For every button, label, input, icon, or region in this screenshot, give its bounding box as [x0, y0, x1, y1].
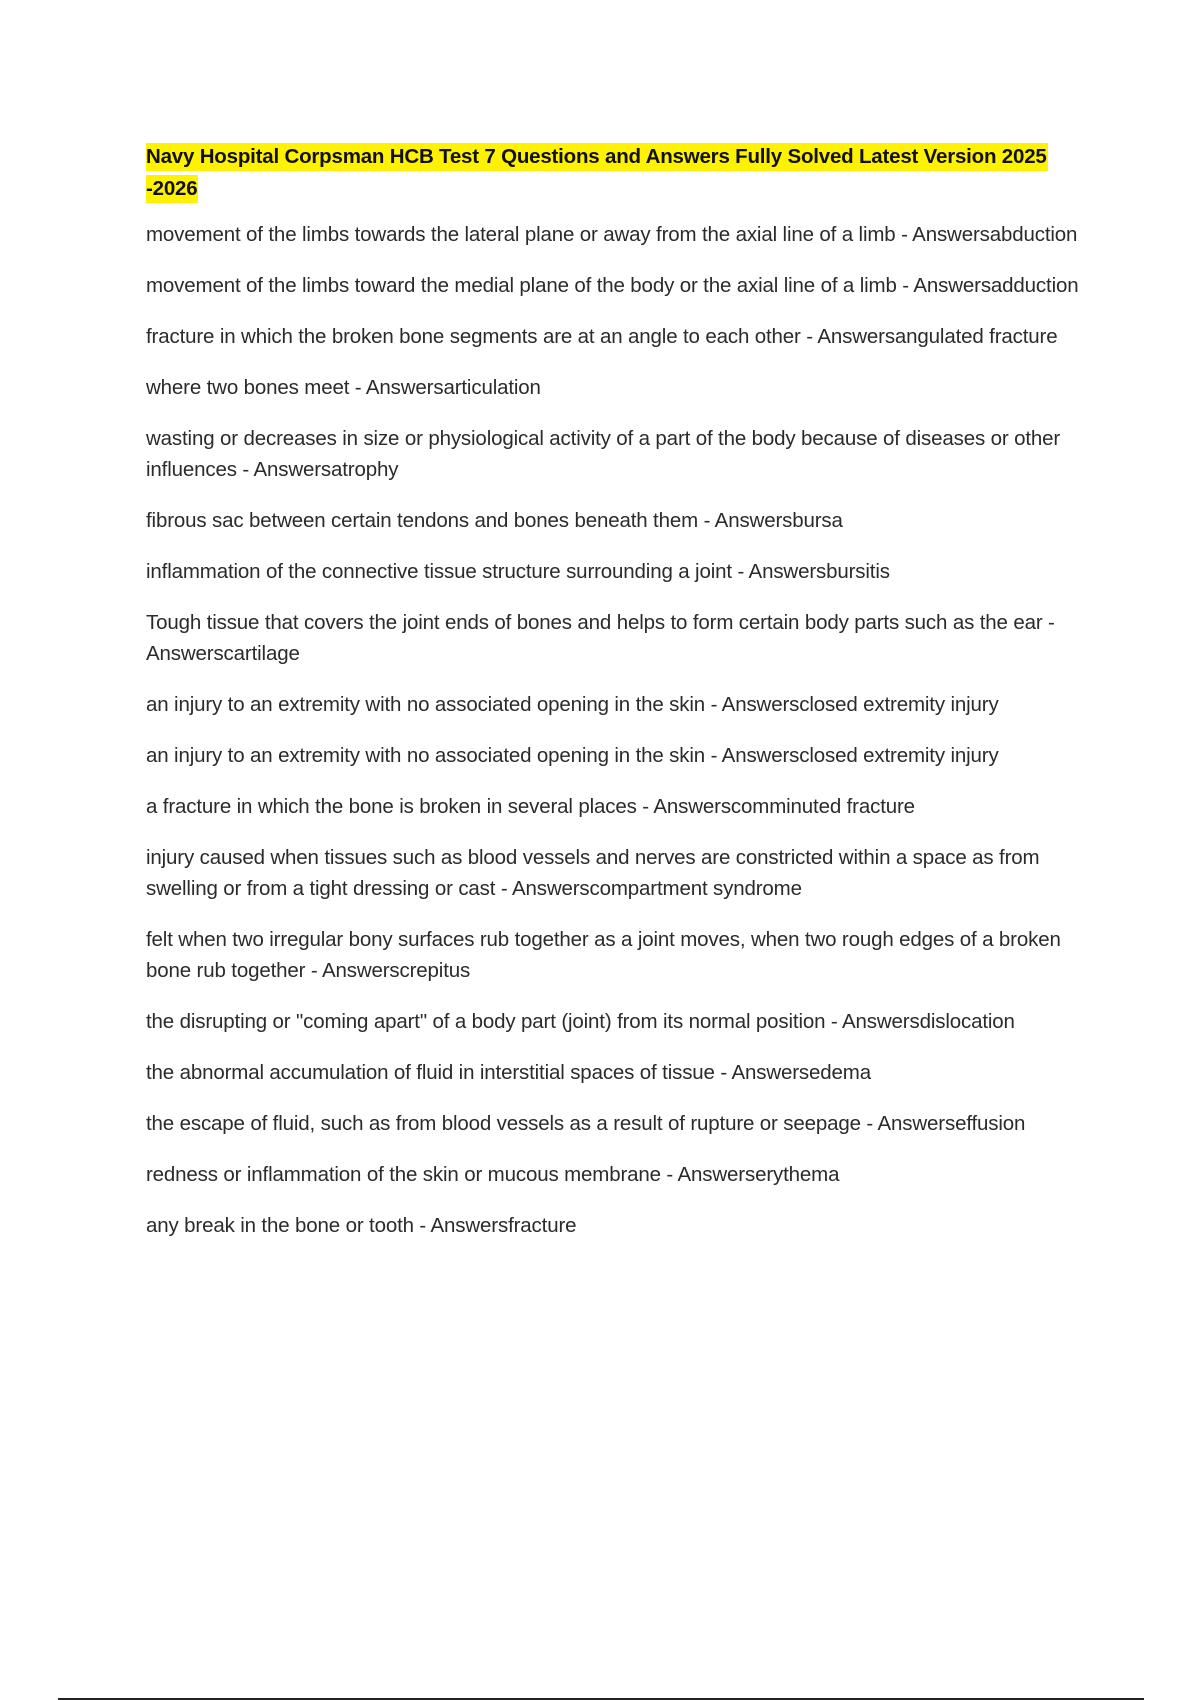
question-text: fracture in which the broken bone segments are at an angle to each other	[146, 325, 801, 348]
answer-separator: -	[236, 458, 254, 481]
qa-item	[146, 423, 1090, 485]
answer-text: Answerscrepitus	[321, 959, 471, 982]
question-text: wasting or decreases in size or physiological activity of a part of the body because of diseases or other influences	[146, 427, 1061, 481]
answer-text: Answersangulated fracture	[817, 325, 1058, 348]
answer-text: Answersbursitis	[748, 560, 890, 583]
answer-separator: -	[636, 795, 654, 818]
question-text: the disrupting or "coming apart" of a body part (joint) from its normal position	[146, 1010, 826, 1033]
qa-item	[146, 607, 1090, 669]
qa-item	[146, 1159, 1090, 1190]
qa-item	[146, 689, 1090, 720]
answer-text: Answersfracture	[430, 1214, 577, 1237]
answer-text: Answersbursa	[714, 509, 843, 532]
question-text: injury caused when tissues such as blood vessels and nerves are constricted within a space as from swelling or from a tight dressing or cast	[146, 846, 1040, 900]
qa-item	[146, 1006, 1090, 1037]
question-text: an injury to an extremity with no associated opening in the skin	[146, 744, 706, 767]
question-text: an injury to an extremity with no associated opening in the skin	[146, 693, 706, 716]
answer-text: Answersarticulation	[365, 376, 541, 399]
answer-separator: -	[895, 223, 913, 246]
qa-list	[146, 219, 1090, 1241]
answer-text: Answersadduction	[913, 274, 1079, 297]
answer-separator: -	[825, 1010, 843, 1033]
question-text: Tough tissue that covers the joint ends of bones and helps to form certain body parts such as the ear	[146, 611, 1043, 634]
answer-separator: -	[705, 693, 722, 716]
answer-text: Answerscomminuted fracture	[653, 795, 915, 818]
question-text: a fracture in which the bone is broken in several places	[146, 795, 637, 818]
answer-text: Answersclosed extremity injury	[721, 693, 999, 716]
qa-item	[146, 791, 1090, 822]
answer-text: Answerserythema	[677, 1163, 840, 1186]
answer-text: Answersabduction	[912, 223, 1078, 246]
answer-separator: -	[714, 1061, 732, 1084]
answer-text: Answerscompartment syndrome	[511, 877, 802, 900]
qa-item	[146, 270, 1090, 301]
question-text: fibrous sac between certain tendons and bones beneath them	[146, 509, 699, 532]
answer-text: Answersatrophy	[253, 458, 399, 481]
question-text: the escape of fluid, such as from blood vessels as a result of rupture or seepage	[146, 1112, 861, 1135]
answer-separator: -	[305, 959, 322, 982]
document-content	[146, 141, 1090, 1261]
answer-separator: -	[349, 376, 366, 399]
question-text: the abnormal accumulation of fluid in interstitial spaces of tissue	[146, 1061, 715, 1084]
answer-separator: -	[660, 1163, 678, 1186]
answer-text: Answersedema	[731, 1061, 871, 1084]
qa-item	[146, 321, 1090, 352]
document-title	[146, 141, 1090, 205]
qa-item	[146, 924, 1090, 986]
title-highlight: Navy Hospital Corpsman HCB Test 7 Questions and Answers Fully Solved Latest Version 2025 -2026	[146, 143, 1048, 203]
qa-item	[146, 1108, 1090, 1139]
answer-text: Answersclosed extremity injury	[721, 744, 999, 767]
qa-item	[146, 372, 1090, 403]
answer-separator: -	[731, 560, 749, 583]
qa-item	[146, 740, 1090, 771]
qa-item	[146, 1210, 1090, 1241]
answer-text: Answersdislocation	[842, 1010, 1015, 1033]
question-text: felt when two irregular bony surfaces rub together as a joint moves, when two rough edges of a broken bone rub together	[146, 928, 1061, 982]
answer-text: Answerscartilage	[146, 642, 300, 665]
qa-item	[146, 556, 1090, 587]
answer-separator: -	[413, 1214, 431, 1237]
question-text: inflammation of the connective tissue structure surrounding a joint	[146, 560, 732, 583]
qa-item	[146, 505, 1090, 536]
answer-separator: -	[1042, 611, 1055, 634]
question-text: movement of the limbs toward the medial plane of the body or the axial line of a limb	[146, 274, 897, 297]
qa-item	[146, 842, 1090, 904]
answer-separator: -	[860, 1112, 878, 1135]
answer-separator: -	[705, 744, 722, 767]
answer-separator: -	[800, 325, 818, 348]
answer-separator: -	[495, 877, 512, 900]
qa-item	[146, 1057, 1090, 1088]
answer-text: Answerseffusion	[877, 1112, 1026, 1135]
question-text: any break in the bone or tooth	[146, 1214, 414, 1237]
qa-item	[146, 219, 1090, 250]
question-text: redness or inflammation of the skin or mucous membrane	[146, 1163, 661, 1186]
question-text: where two bones meet	[146, 376, 350, 399]
question-text: movement of the limbs towards the lateral plane or away from the axial line of a limb	[146, 223, 896, 246]
answer-separator: -	[896, 274, 914, 297]
answer-separator: -	[698, 509, 715, 532]
